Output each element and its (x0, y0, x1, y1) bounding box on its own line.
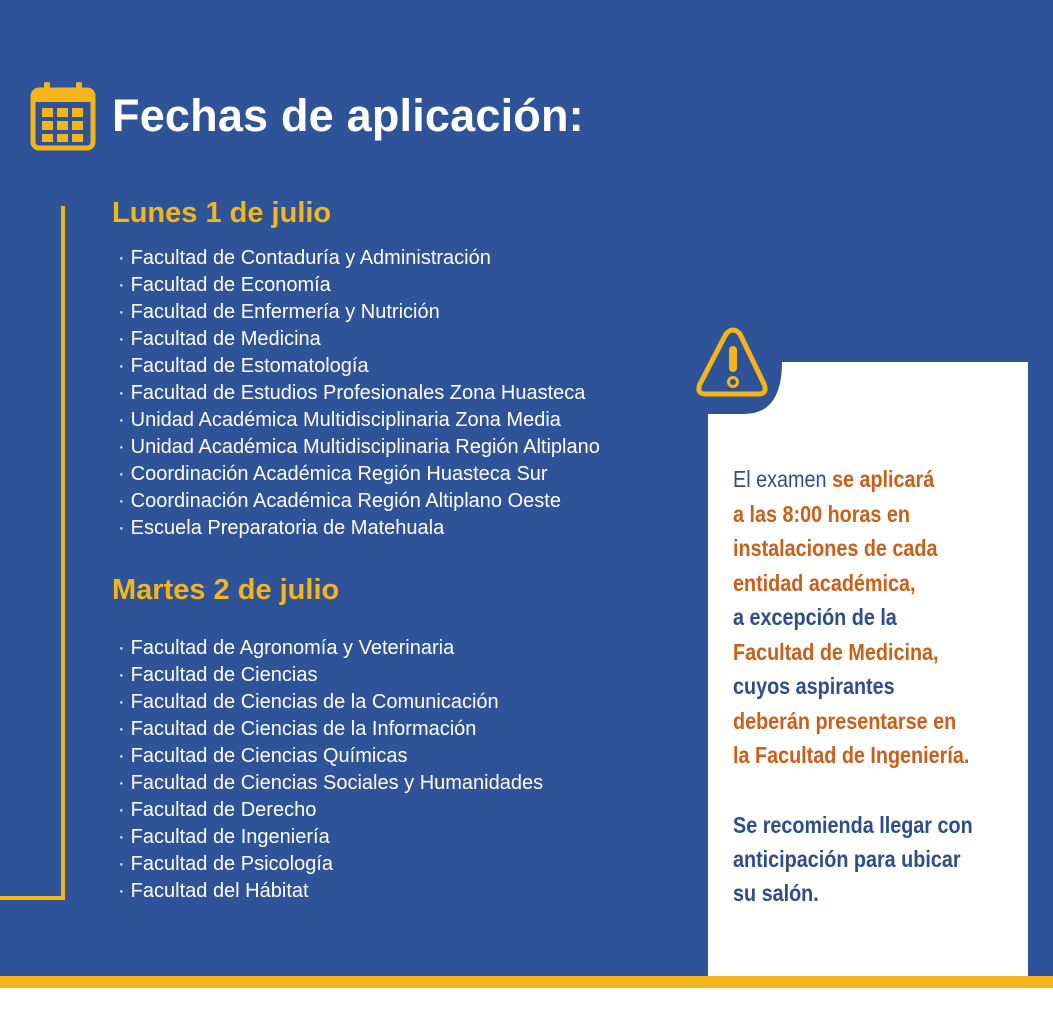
notice-line-2: a las 8:00 horas en (733, 500, 911, 527)
bullet: · (118, 355, 125, 377)
list-item (118, 461, 600, 488)
faculty-list-1 (118, 245, 600, 542)
bullet: · (118, 772, 125, 794)
list-item (118, 770, 543, 797)
bullet: · (118, 853, 125, 875)
list-item-label: Facultad de Estomatología (130, 355, 369, 377)
list-item (118, 878, 543, 905)
timeline-vertical-line (61, 206, 65, 900)
list-item-label: Facultad de Ciencias de la Comunicación (130, 691, 499, 713)
bullet: · (118, 517, 125, 539)
notice-line-8: deberán presentarse en (733, 707, 957, 734)
list-item-label: Facultad de Ingeniería (130, 826, 330, 848)
list-item-label: Facultad de Psicología (130, 853, 334, 875)
list-item-label: Unidad Académica Multidisciplinaria Zona Media (130, 409, 561, 431)
bullet: · (118, 745, 125, 767)
list-item-label: Coordinación Académica Región Huasteca Sur (130, 463, 548, 485)
list-item-label: Facultad de Estudios Profesionales Zona Huasteca (130, 382, 586, 404)
list-item (118, 245, 600, 272)
bullet: · (118, 274, 125, 296)
list-item-label: Facultad de Enfermería y Nutrición (130, 301, 440, 323)
bullet: · (118, 382, 125, 404)
notice-line-6: Facultad de Medicina, (733, 638, 939, 665)
calendar-icon (30, 80, 96, 152)
warning-icon (684, 322, 782, 418)
list-item (118, 515, 600, 542)
list-item-label: Unidad Académica Multidisciplinaria Región Altiplano (130, 436, 600, 458)
bullet: · (118, 718, 125, 740)
list-item-label: Facultad de Agronomía y Veterinaria (130, 637, 455, 659)
list-item-label: Facultad de Ciencias de la Información (130, 718, 477, 740)
notice-text-normal: El examen (733, 466, 832, 492)
bullet: · (118, 880, 125, 902)
bullet: · (118, 637, 125, 659)
notice-line-3: instalaciones de cada (733, 535, 938, 561)
bullet: · (118, 463, 125, 485)
list-item-label: Facultad del Hábitat (130, 880, 309, 902)
recommendation-line: Se recomienda llegar con (733, 812, 973, 838)
list-item (118, 797, 543, 824)
page-title: Fechas de aplicación: (112, 90, 584, 141)
notice-line-1 (733, 462, 1025, 497)
list-item (118, 689, 543, 716)
bullet: · (118, 799, 125, 821)
bullet: · (118, 490, 125, 512)
bullet: · (118, 409, 125, 431)
list-item-label: Coordinación Académica Región Altiplano Oeste (130, 490, 561, 512)
faculty-list-2 (118, 635, 543, 905)
notice-line-9: la Facultad de Ingeniería. (733, 742, 970, 768)
list-item-label: Facultad de Derecho (130, 799, 317, 821)
bullet: · (118, 664, 125, 686)
list-item (118, 743, 543, 770)
notice-line-4: entidad académica, (733, 569, 916, 596)
bullet: · (118, 301, 125, 323)
list-item-label: Facultad de Contaduría y Administración (130, 247, 491, 269)
list-item (118, 326, 600, 353)
list-item-label: Facultad de Economía (130, 274, 331, 296)
notice-text (733, 462, 1025, 773)
day-heading-2: Martes 2 de julio (112, 574, 340, 606)
recommendation-line: anticipación para ubicar (733, 846, 961, 872)
bullet: · (118, 826, 125, 848)
bullet: · (118, 328, 125, 350)
list-item (118, 380, 600, 407)
list-item (118, 851, 543, 878)
list-item (118, 662, 543, 689)
list-item-label: Facultad de Ciencias Sociales y Humanidades (130, 772, 544, 794)
notice-line-5: a excepción de la (733, 604, 897, 630)
bottom-stripe (0, 976, 1053, 988)
bullet: · (118, 691, 125, 713)
list-item (118, 635, 543, 662)
notice-line-7: cuyos aspirantes (733, 673, 895, 699)
list-item (118, 272, 600, 299)
list-item (118, 353, 600, 380)
day-heading-1: Lunes 1 de julio (112, 197, 332, 229)
list-item-label: Facultad de Ciencias (130, 664, 318, 686)
bullet: · (118, 436, 125, 458)
list-item-label: Facultad de Ciencias Químicas (130, 745, 408, 767)
list-item (118, 407, 600, 434)
notice-text-highlight: se aplicará (831, 466, 935, 492)
list-item (118, 488, 600, 515)
list-item-label: Escuela Preparatoria de Matehuala (130, 517, 445, 539)
list-item (118, 299, 600, 326)
list-item (118, 716, 543, 743)
timeline-horizontal-line (0, 896, 65, 900)
list-item-label: Facultad de Medicina (130, 328, 321, 350)
list-item (118, 824, 543, 851)
bullet: · (118, 247, 125, 269)
recommendation-line: su salón. (733, 880, 819, 906)
recommendation-text (733, 808, 1025, 910)
list-item (118, 434, 600, 461)
